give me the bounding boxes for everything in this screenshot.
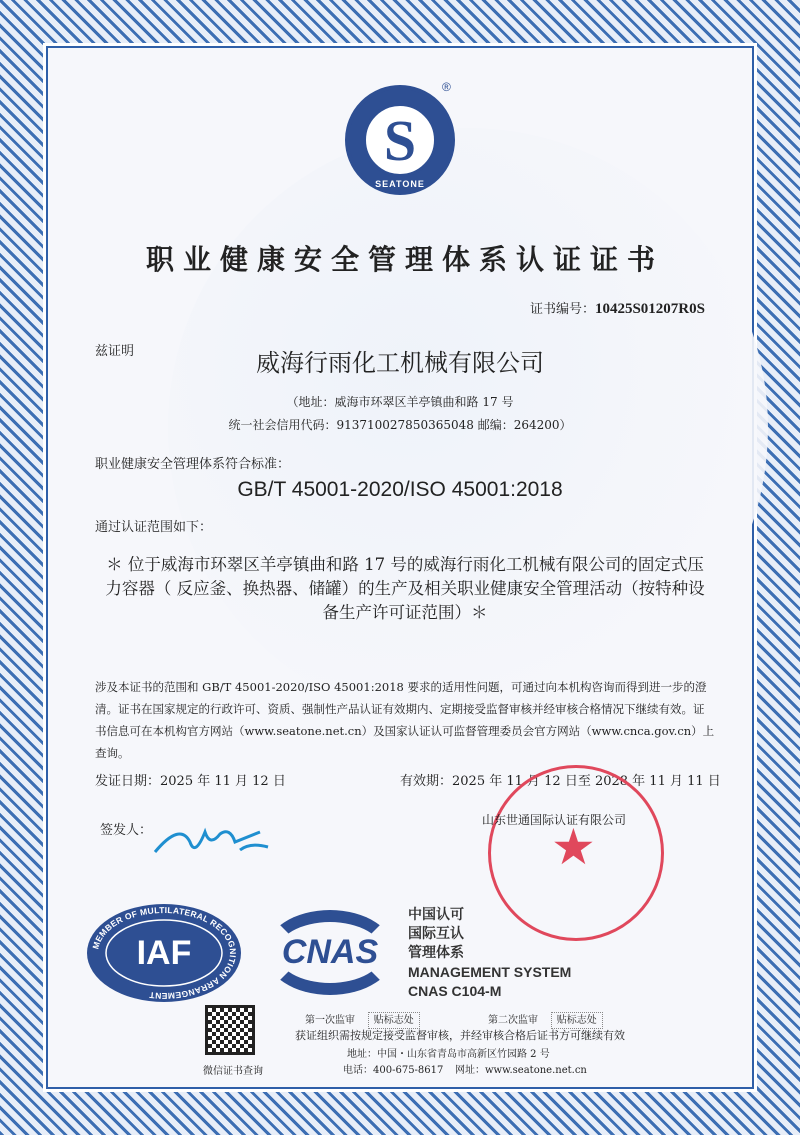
standard-label: 职业健康安全管理体系符合标准： <box>95 457 291 472</box>
cert-no-label: 证书编号： <box>529 302 595 317</box>
star-icon: ★ <box>551 818 596 876</box>
validity: 有效期：2025 年 11 月 12 日至 2028 年 11 月 11 日 <box>400 774 721 789</box>
audit2-label: 第二次监审 <box>488 1015 538 1026</box>
iaf-ring-text: MEMBER OF MULTILATERAL RECOGNITION ARRANGEMENT <box>90 904 239 1002</box>
second-audit <box>488 1011 603 1026</box>
notes: 涉及本证书的范围和 GB/T 45001-2020/ISO 45001:2018 要求的适用性问题，可通过向本机构咨询而得到进一步的澄清。证书在国家规定的行政许可、资质、强制性产品认证有效期内、定期接受监督审核并经审核合格情况下继续有效。证书信息可在本机构官方网站（www.seatone.net.cn）及国家认证认可监督管理委员会官方网站（www.cnca.gov.cn）上查询。 <box>95 680 715 760</box>
footer-address: 地址：中国・山东省青岛市高新区竹园路 2 号 <box>347 1049 550 1060</box>
qr-code[interactable] <box>205 1005 255 1055</box>
iaf-logo-text: IAF <box>136 933 192 972</box>
iaf-logo <box>86 903 242 1003</box>
signer-label: 签发人： <box>100 823 153 838</box>
hereby-label: 兹证明 <box>95 344 135 359</box>
footer-note: 获证组织需按规定接受监督审核，并经审核合格后证书方可继续有效 <box>295 1029 625 1042</box>
cnas-line: 中国认可 <box>408 907 464 923</box>
logo-text: SEATONE <box>375 179 425 189</box>
registered-mark: ® <box>442 80 451 94</box>
certificate-number <box>530 298 705 318</box>
cert-no-value: 10425S01207R0S <box>594 301 705 317</box>
company-name: 威海行雨化工机械有限公司 <box>256 349 544 377</box>
footer-website: 网址：www.seatone.net.cn <box>455 1065 587 1076</box>
scope-label: 通过认证范围如下： <box>95 520 213 535</box>
cnas-line: MANAGEMENT SYSTEM <box>408 964 572 980</box>
scope-text: ＊ 位于威海市环翠区羊亭镇曲和路 17 号的威海行雨化工机械有限公司的固定式压力容器（ 反应釜、换热器、储罐）的生产及相关职业健康安全管理活动（按特种设备生产许可证范围）＊ <box>105 555 705 622</box>
credit-code: 统一社会信用代码：913710027850365048 邮编：264200） <box>228 418 572 432</box>
cnas-line: 国际互认 <box>408 926 464 942</box>
cnas-line: CNAS C104-M <box>408 983 502 999</box>
signature <box>150 812 275 867</box>
seatone-logo <box>345 85 455 195</box>
sticker-box-1: 贴标志处 <box>368 1012 420 1029</box>
footer-phone: 电话：400-675-8617 <box>343 1065 444 1076</box>
standard: GB/T 45001-2020/ISO 45001:2018 <box>237 478 563 501</box>
logo-letter: S <box>363 103 437 177</box>
address: （地址：威海市环翠区羊亭镇曲和路 17 号 <box>286 395 514 409</box>
certificate-title: 职业健康安全管理体系认证证书 <box>145 243 664 276</box>
qr-label: 微信证书查询 <box>203 1066 263 1077</box>
cnas-line: 管理体系 <box>408 945 464 961</box>
issuer-name: 山东世通国际认证有限公司 <box>482 813 627 827</box>
issue-date: 发证日期：2025 年 11 月 12 日 <box>95 774 286 789</box>
first-audit <box>305 1011 420 1026</box>
cnas-logo: CNAS <box>265 910 395 995</box>
audit1-label: 第一次监审 <box>305 1015 355 1026</box>
cnas-accreditation-text <box>408 906 571 1001</box>
sticker-box-2: 贴标志处 <box>551 1012 603 1029</box>
